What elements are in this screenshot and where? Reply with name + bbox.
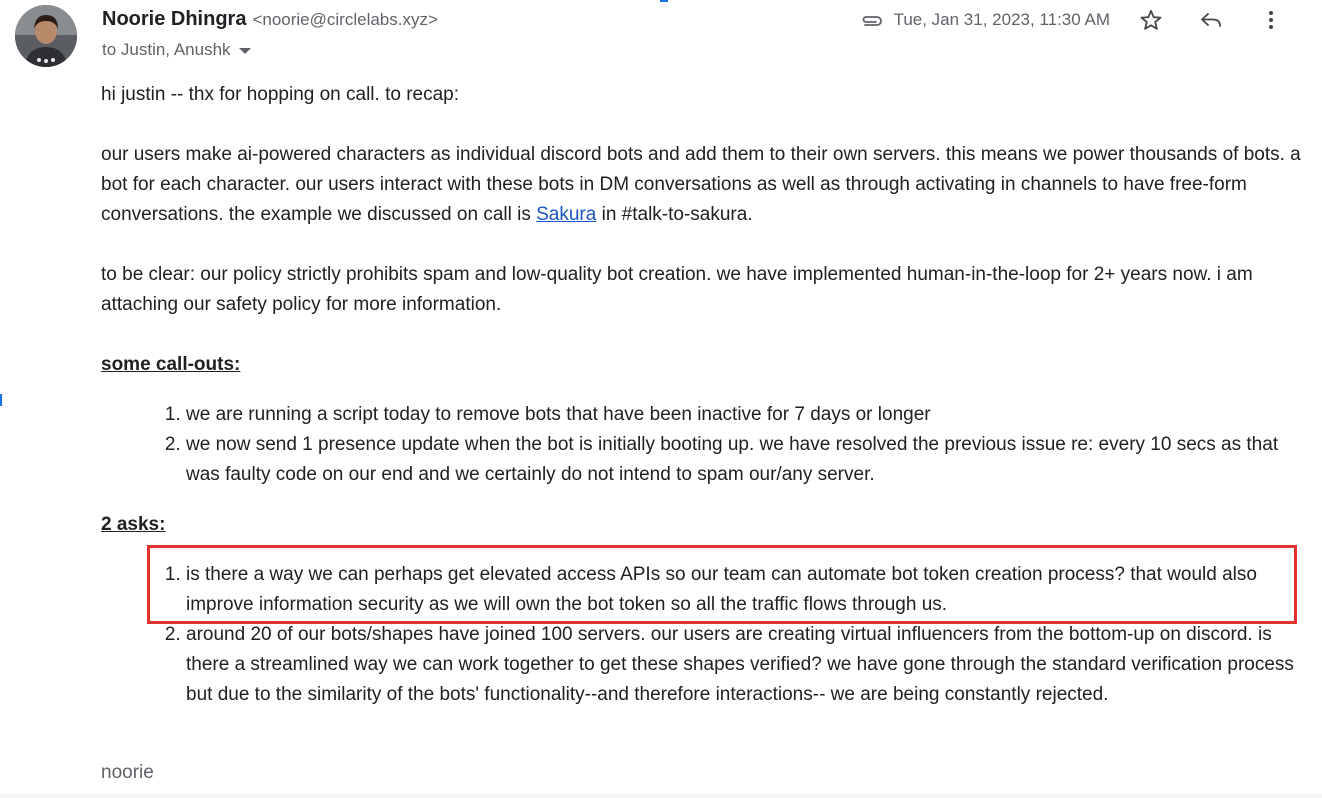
ask-item: 2. around 20 of our bots/shapes have joined 100 servers. our users are creating virtual influencers from the bottom-up on discord. is there a streamlined way we can work together to get these shapes verified? we have gone through the standard verification process but due to the similarity of the bots' functionality--and therefore interactions-- we are being constantly rejected. <box>186 620 1301 710</box>
callout-item: 2. we now send 1 presence update when the bot is initially booting up. we have resolved the previous issue re: every 10 secs as that was faulty code on our end and we certainly do not intend to spam our/any server. <box>186 430 1301 490</box>
reply-button[interactable] <box>1198 7 1224 33</box>
star-button[interactable] <box>1138 7 1164 33</box>
message-body <box>101 80 1301 730</box>
signature: noorie <box>101 762 154 783</box>
sender-name-text: Noorie Dhingra <box>102 8 247 30</box>
sender-email: <noorie@circlelabs.xyz> <box>252 10 438 29</box>
message-date: Tue, Jan 31, 2023, 11:30 AM <box>893 10 1110 29</box>
message-meta <box>858 8 1322 32</box>
sender-name[interactable] <box>102 8 438 31</box>
sakura-link[interactable]: Sakura <box>536 204 597 225</box>
left-accent-mark <box>0 394 2 406</box>
recipients-toggle[interactable] <box>102 40 251 60</box>
callouts-list <box>101 400 1301 490</box>
asks-heading: 2 asks: <box>101 514 166 535</box>
avatar-photo <box>15 5 77 67</box>
paragraph-users-text: our users make ai-powered characters as individual discord bots and add them to their own servers. this means we power thousands of bots. a bot for each character. our users interact with these bots in DM conversations as well as through activating in channels to have free-form conversations. the example we discussed on call is <box>101 144 1301 225</box>
top-accent-mark <box>660 0 668 2</box>
paragraph-policy: to be clear: our policy strictly prohibits spam and low-quality bot creation. we have implemented human-in-the-loop for 2+ years now. i am attaching our safety policy for more information. <box>101 264 1253 315</box>
recipients-text: to Justin, Anushk <box>102 40 231 59</box>
callouts-heading: some call-outs: <box>101 354 241 375</box>
star-icon <box>1139 8 1163 32</box>
paperclip-icon <box>858 10 884 30</box>
asks-list <box>101 560 1301 710</box>
greeting: hi justin -- thx for hopping on call. to recap: <box>101 84 460 105</box>
more-vert-icon <box>1259 8 1283 32</box>
reply-icon <box>1199 8 1223 32</box>
ask-item: 1. is there a way we can perhaps get elevated access APIs so our team can automate bot token creation process? that would also improve information security as we will own the bot token so all the traffic flows through us. <box>186 560 1301 620</box>
paragraph-users <box>101 140 1301 230</box>
bottom-divider <box>0 794 1322 798</box>
more-options-button[interactable] <box>1258 7 1284 33</box>
sender-avatar[interactable] <box>15 5 77 67</box>
paragraph-users-tail: in #talk-to-sakura. <box>596 204 753 225</box>
chevron-down-icon <box>239 48 251 54</box>
callout-item: 1. we are running a script today to remove bots that have been inactive for 7 days or longer <box>186 400 1301 430</box>
